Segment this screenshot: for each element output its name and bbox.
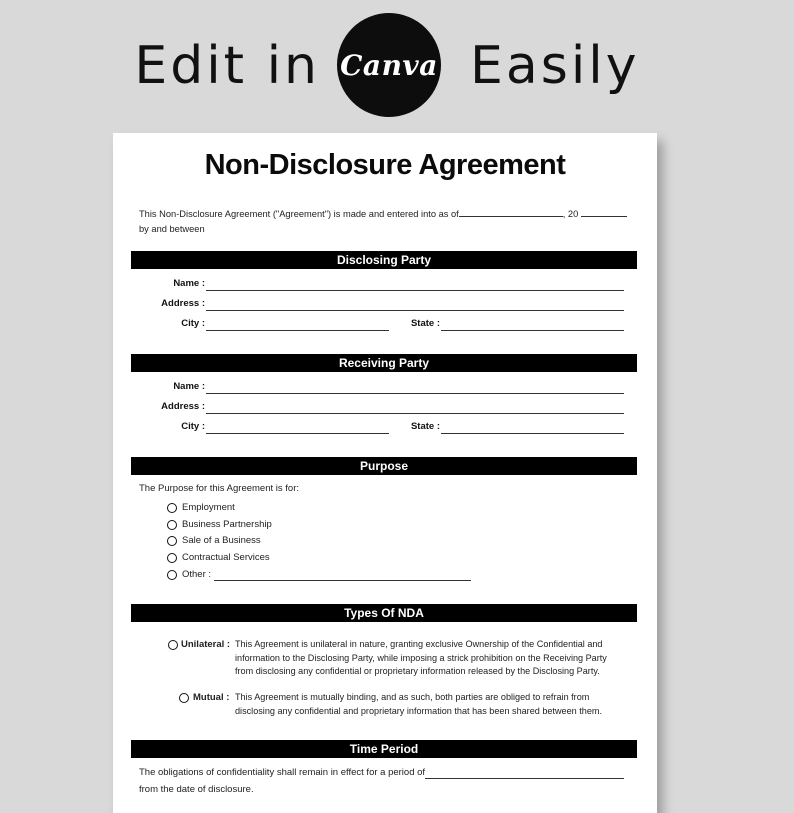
disclosing-party-header: Disclosing Party (131, 251, 637, 269)
unilateral-description (235, 638, 635, 679)
time-period-line-2: from the date of disclosure. (139, 784, 254, 795)
receiving-party-header: Receiving Party (131, 354, 637, 372)
receiving-address-label: Address : (161, 401, 205, 412)
intro-suffix: by and between (139, 224, 205, 234)
unilateral-radio[interactable] (168, 640, 178, 650)
disclosing-state-label: State : (410, 318, 440, 329)
time-period-field[interactable] (425, 778, 624, 779)
promo-banner (0, 0, 794, 130)
purpose-header: Purpose (131, 457, 637, 475)
disclosing-name-field[interactable] (206, 290, 624, 291)
receiving-city-field[interactable] (206, 433, 389, 434)
receiving-name-label: Name : (173, 381, 205, 392)
document-sheet (113, 133, 657, 813)
canva-logo (337, 13, 441, 117)
purpose-contractual-services-label: Contractual Services (182, 552, 270, 563)
mutual-line-1: This Agreement is mutually binding, and as such, both parties are obliged to refrain from (235, 692, 590, 702)
purpose-contractual-services-radio[interactable] (167, 553, 177, 563)
receiving-state-field[interactable] (441, 433, 624, 434)
purpose-other-field[interactable] (214, 580, 471, 581)
year-blank[interactable] (581, 207, 627, 217)
purpose-intro: The Purpose for this Agreement is for: (139, 483, 299, 494)
intro-prefix: This Non-Disclosure Agreement ("Agreement") is made and entered into as of (139, 209, 459, 219)
purpose-business-partnership-label: Business Partnership (182, 519, 272, 530)
canva-logo-text: Canva (340, 48, 438, 82)
receiving-address-field[interactable] (206, 413, 624, 414)
disclosing-city-label: City : (181, 318, 205, 329)
receiving-city-label: City : (181, 421, 205, 432)
purpose-sale-of-business-label: Sale of a Business (182, 535, 261, 546)
mutual-description (235, 691, 635, 718)
purpose-other-radio[interactable] (167, 570, 177, 580)
time-period-line-1: The obligations of confidentiality shall remain in effect for a period of (139, 767, 426, 778)
mutual-line-2: disclosing any confidential and proprietary information that has been shared between them. (235, 705, 603, 716)
purpose-business-partnership-radio[interactable] (167, 520, 177, 530)
date-blank[interactable] (459, 207, 563, 217)
document-title: Non-Disclosure Agreement (204, 149, 566, 181)
types-of-nda-header: Types Of NDA (131, 604, 637, 622)
receiving-name-field[interactable] (206, 393, 624, 394)
time-period-header: Time Period (131, 740, 637, 758)
unilateral-line-1: This Agreement is unilateral in nature, granting exclusive Ownership of the Confidential and (235, 639, 603, 649)
unilateral-line-2: information to the Disclosing Party, while imposing a strick prohibition on the Receiving Party (235, 652, 607, 663)
purpose-employment-radio[interactable] (167, 503, 177, 513)
intro-year-prefix: , 20 (562, 209, 579, 219)
disclosing-address-field[interactable] (206, 310, 624, 311)
disclosing-address-label: Address : (161, 298, 205, 309)
purpose-sale-of-business-radio[interactable] (167, 536, 177, 546)
mutual-radio[interactable] (179, 693, 189, 703)
purpose-employment-label: Employment (182, 502, 235, 513)
unilateral-line-3: from disclosing any confidential or proprietary information released by the Disclosing Party. (235, 666, 600, 676)
banner-right-text: Easily (470, 36, 640, 96)
purpose-other-label: Other : (182, 569, 212, 580)
receiving-state-label: State : (410, 421, 440, 432)
disclosing-name-label: Name : (173, 278, 205, 289)
banner-left-text: Edit in (134, 36, 320, 96)
disclosing-state-field[interactable] (441, 330, 624, 331)
unilateral-label: Unilateral : (181, 639, 231, 650)
intro-paragraph (139, 207, 629, 237)
mutual-label: Mutual : (193, 692, 230, 703)
disclosing-city-field[interactable] (206, 330, 389, 331)
